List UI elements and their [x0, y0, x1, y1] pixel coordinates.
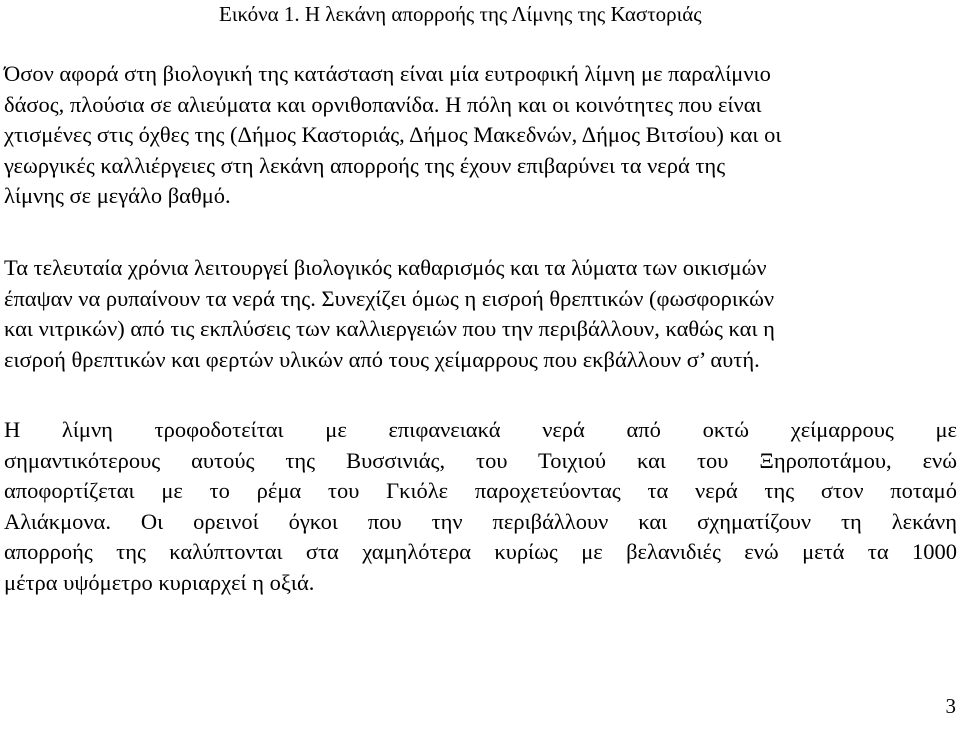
paragraph-line: χτισμένες στις όχθες της (Δήμος Καστοριάς, Δήμος Μακεδνών, Δήμος Βιτσίου) και οι — [4, 122, 782, 147]
paragraph-2 — [4, 253, 957, 375]
paragraph-line: λίμνης σε μεγάλο βαθμό. — [4, 183, 231, 208]
paragraph-line: σημαντικότερους αυτούς της Βυσσινιάς, του Τοιχιού και του Ξηροποτάμου, ενώ — [4, 447, 957, 473]
paragraph-line: γεωργικές καλλιέργειες στη λεκάνη απορροής της έχουν επιβαρύνει τα νερά της — [4, 152, 726, 178]
page-number: 3 — [945, 694, 956, 718]
paragraph-line: απορροής της καλύπτονται στα χαμηλότερα κυρίως με βελανιδιές ενώ μετά τα 1000 — [4, 539, 957, 564]
paragraph-3 — [4, 415, 957, 598]
paragraph-line: Τα τελευταία χρόνια λειτουργεί βιολογικός καθαρισμός και τα λύματα των οικισμών — [4, 255, 767, 280]
paragraph-line: Η λίμνη τροφοδοτείται με επιφανειακά νερά από οκτώ χείμαρρους με — [4, 417, 957, 442]
paragraph-line: και νιτρικών) από τις εκπλύσεις των καλλιεργειών που την περιβάλλουν, καθώς και η — [4, 316, 775, 341]
paragraph-line: Όσον αφορά στη βιολογική της κατάσταση είναι μία ευτροφική λίμνη με παραλίμνιο — [4, 61, 771, 86]
paragraph-line: αποφορτίζεται με το ρέμα του Γκιόλε παροχετεύοντας τα νερά της στον ποταμό — [4, 478, 957, 503]
figure-caption: Εικόνα 1. Η λεκάνη απορροής της Λίμνης της Καστοριάς — [219, 2, 702, 26]
paragraph-line: δάσος, πλούσια σε αλιεύματα και ορνιθοπανίδα. Η πόλη και οι κοινότητες που είναι — [4, 91, 762, 117]
paragraph-line: μέτρα υψόμετρο κυριαρχεί η οξιά. — [4, 569, 315, 595]
paragraph-line: Αλιάκμονα. Οι ορεινοί όγκοι που την περιβάλλουν και σχηματίζουν τη λεκάνη — [4, 508, 957, 534]
paragraph-line: έπαψαν να ρυπαίνουν τα νερά της. Συνεχίζει όμως η εισροή θρεπτικών (φωσφορικών — [4, 285, 775, 311]
paragraph-line: εισροή θρεπτικών και φερτών υλικών από τους χείμαρρους που εκβάλλουν σ’ αυτή. — [4, 346, 760, 372]
paragraph-1 — [4, 59, 957, 212]
